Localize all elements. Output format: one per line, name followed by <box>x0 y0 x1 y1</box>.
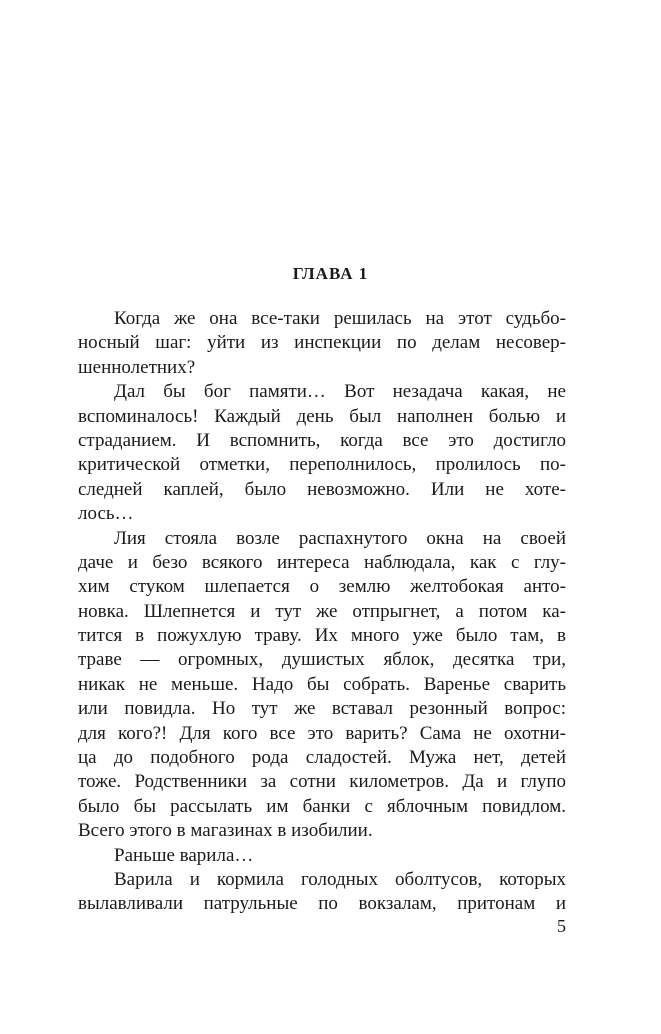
text-line: траве — огромных, душистых яблок, десятка три, <box>78 649 566 671</box>
text-line: тится в пожухлую траву. Их много уже было там, в <box>78 625 566 647</box>
text-line: Дал бы бог памяти… Вот незадача какая, не <box>114 381 566 403</box>
text-line: лось… <box>78 503 134 525</box>
text-line: Раньше варила… <box>114 844 254 866</box>
text-line: шеннолетних? <box>78 356 196 378</box>
text-line: вылавливали патрульные по вокзалам, притонам и <box>78 893 566 915</box>
text-line: Всего этого в магазинах в изобилии. <box>78 820 373 842</box>
text-line: носный шаг: уйти из инспекции по делам несовер- <box>78 332 566 354</box>
text-line: даче и безо всякого интереса наблюдала, как с глу- <box>78 551 566 573</box>
text-line: Когда же она все-таки решилась на этот судьбо- <box>114 308 566 329</box>
text-line: критической отметки, переполнилось, пролилось по- <box>78 454 566 476</box>
text-line: никак не меньше. Надо бы собрать. Варенье сварить <box>78 673 566 695</box>
page-number: 5 <box>557 916 566 936</box>
text-line: или повидла. Но тут же вставал резонный вопрос: <box>78 698 566 720</box>
text-line: следней каплей, было невозможно. Или не хоте- <box>78 478 566 500</box>
text-line: новка. Шлепнется и тут же отпрыгнет, а потом ка- <box>78 600 566 622</box>
text-line: Варила и кормила голодных оболтусов, которых <box>114 868 566 890</box>
text-line: Лия стояла возле распахнутого окна на своей <box>114 527 566 549</box>
text-line: тоже. Родственники за сотни километров. Да и глупо <box>78 771 566 793</box>
text-line: страданием. И вспомнить, когда все это достигло <box>78 429 566 451</box>
body-text <box>78 307 566 917</box>
text-line: для кого?! Для кого все это варить? Сама не охотни- <box>78 722 566 744</box>
text-line: вспоминалось! Каждый день был наполнен болью и <box>78 405 566 427</box>
text-line: ца до подобного рода сладостей. Мужа нет, детей <box>78 747 566 769</box>
text-line: было бы рассылать им банки с яблочным повидлом. <box>78 795 566 817</box>
text-line: хим стуком шлепается о землю желтобокая анто- <box>78 576 566 598</box>
chapter-title: ГЛАВА 1 <box>292 264 369 283</box>
